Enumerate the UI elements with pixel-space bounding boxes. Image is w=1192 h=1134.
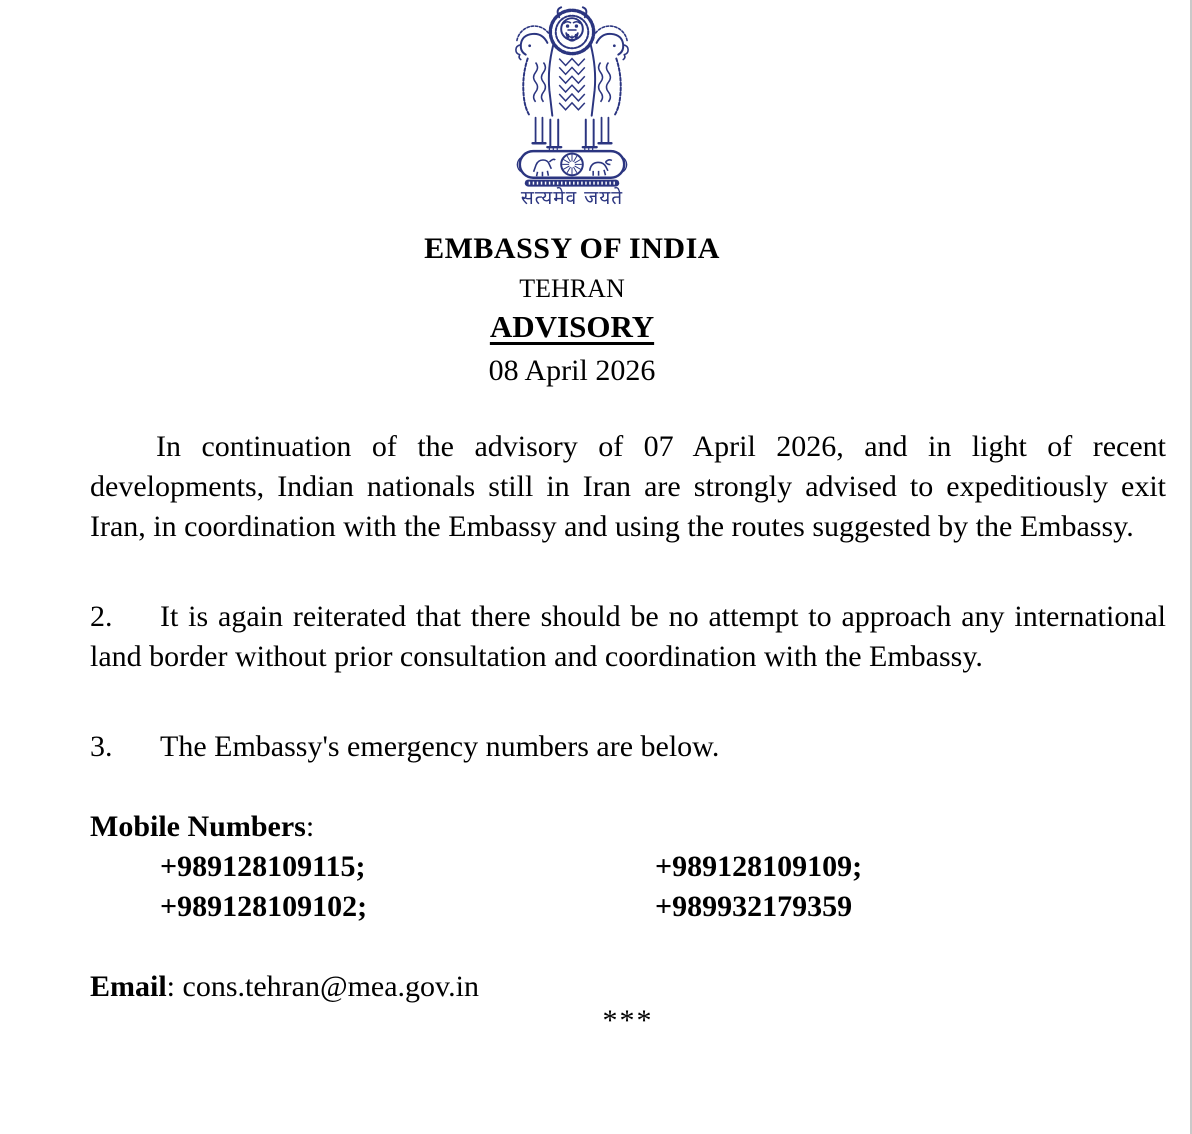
email-address: cons.tehran@mea.gov.in: [182, 970, 479, 1003]
end-of-document-mark: ***: [602, 1004, 654, 1037]
paragraph-1: [90, 427, 1166, 547]
phone-number: +989932179359: [655, 890, 853, 923]
phone-number: +989128109109;: [655, 850, 863, 883]
central-lion: [550, 7, 593, 53]
phone-numbers-list: [160, 847, 1166, 927]
mobile-numbers-heading-colon: :: [305, 810, 315, 843]
document-date: 08 April 2026: [488, 354, 656, 387]
phone-number: +989128109115;: [160, 850, 366, 883]
organization-title: EMBASSY OF INDIA: [424, 232, 720, 265]
paragraph-2-text: It is again reiterated that there should be no attempt to approach any international land border without prior consultation and coordination with the Embassy.: [90, 600, 1166, 673]
mobile-numbers-heading: [90, 807, 1166, 847]
document-header: [0, 0, 1144, 389]
location-subtitle: TEHRAN: [519, 274, 625, 303]
paragraph-2: [90, 597, 1166, 677]
ashoka-chakra-icon: [561, 154, 583, 176]
document-type-heading: ADVISORY: [489, 309, 655, 344]
bull-icon: [590, 160, 612, 176]
abacus: [517, 151, 626, 178]
emblem-base: [525, 180, 620, 187]
mobile-numbers-heading-text: Mobile Numbers: [90, 810, 306, 843]
paragraph-3-number: 3.: [90, 730, 113, 763]
document-body: [0, 427, 1190, 1035]
horse-icon: [534, 159, 556, 176]
email-label: Email: [90, 970, 167, 1003]
paragraph-3-text: The Embassy's emergency numbers are below.: [160, 730, 720, 763]
emblem-motto: सत्यमेव जयते: [520, 187, 624, 209]
email-separator: :: [166, 970, 183, 1003]
lion-legs: [533, 118, 612, 150]
india-national-emblem-icon: [508, 2, 636, 188]
lion-fur-texture: [534, 59, 611, 110]
paragraph-1-text: In continuation of the advisory of 07 April 2026, and in light of recent developments, Indian nationals still in Iran are strongly advised to expeditiously exit Iran, in coordination with the Embassy and using the routes suggested by the Embassy.: [90, 430, 1166, 543]
email-row: [90, 967, 1166, 1007]
phone-number: +989128109102;: [160, 890, 368, 923]
paragraph-3: [90, 727, 1166, 767]
paragraph-2-number: 2.: [90, 600, 113, 633]
